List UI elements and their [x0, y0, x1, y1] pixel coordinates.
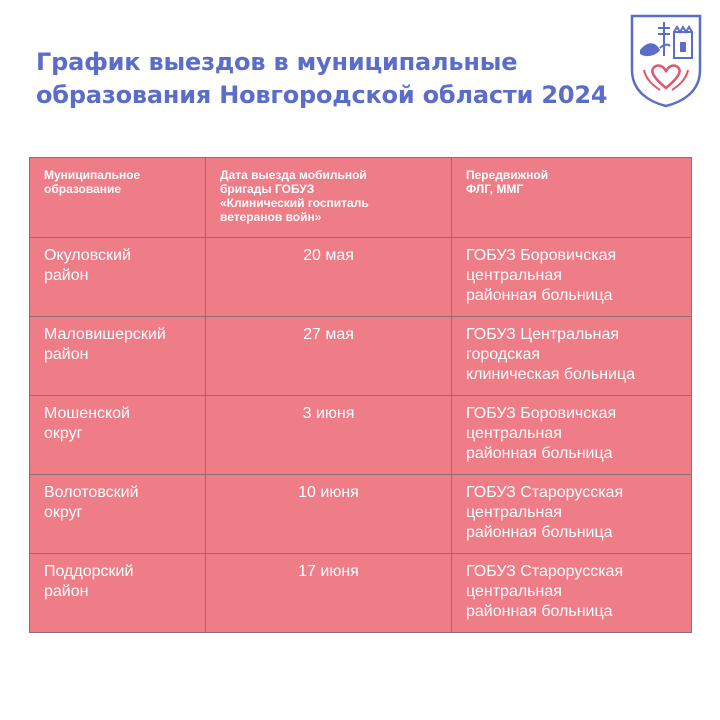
municipality-cell: Мошенской округ [30, 396, 206, 475]
municipality-cell: Окуловский район [30, 238, 206, 317]
header-mobile-unit: Передвижной ФЛГ, ММГ [452, 158, 692, 238]
facility-cell: ГОБУЗ Боровичская центральная районная больница [452, 396, 692, 475]
date-cell: 27 мая [206, 317, 452, 396]
date-cell: 20 мая [206, 238, 452, 317]
table-row [30, 317, 692, 396]
table-row [30, 475, 692, 554]
facility-cell: ГОБУЗ Центральная городская клиническая больница [452, 317, 692, 396]
table-row [30, 396, 692, 475]
page-title [36, 46, 636, 112]
title-line-1: График выездов в муниципальные [36, 48, 518, 76]
title-line-2: образования Новгородской области 2024 [36, 81, 608, 109]
municipality-cell: Маловишерский район [30, 317, 206, 396]
table-row [30, 554, 692, 633]
facility-cell: ГОБУЗ Старорусская центральная районная больница [452, 554, 692, 633]
table-header-row [30, 158, 692, 238]
coat-of-arms-dove-heart-icon [626, 12, 706, 108]
municipality-cell: Поддорский район [30, 554, 206, 633]
table-row [30, 238, 692, 317]
facility-cell: ГОБУЗ Боровичская центральная районная больница [452, 238, 692, 317]
municipality-cell: Волотовский округ [30, 475, 206, 554]
header-visit-date: Дата выезда мобильной бригады ГОБУЗ «Клинический госпиталь ветеранов войн» [206, 158, 452, 238]
facility-cell: ГОБУЗ Старорусская центральная районная больница [452, 475, 692, 554]
date-cell: 17 июня [206, 554, 452, 633]
schedule-table [29, 157, 692, 633]
header-municipality: Муниципальное образование [30, 158, 206, 238]
date-cell: 3 июня [206, 396, 452, 475]
date-cell: 10 июня [206, 475, 452, 554]
